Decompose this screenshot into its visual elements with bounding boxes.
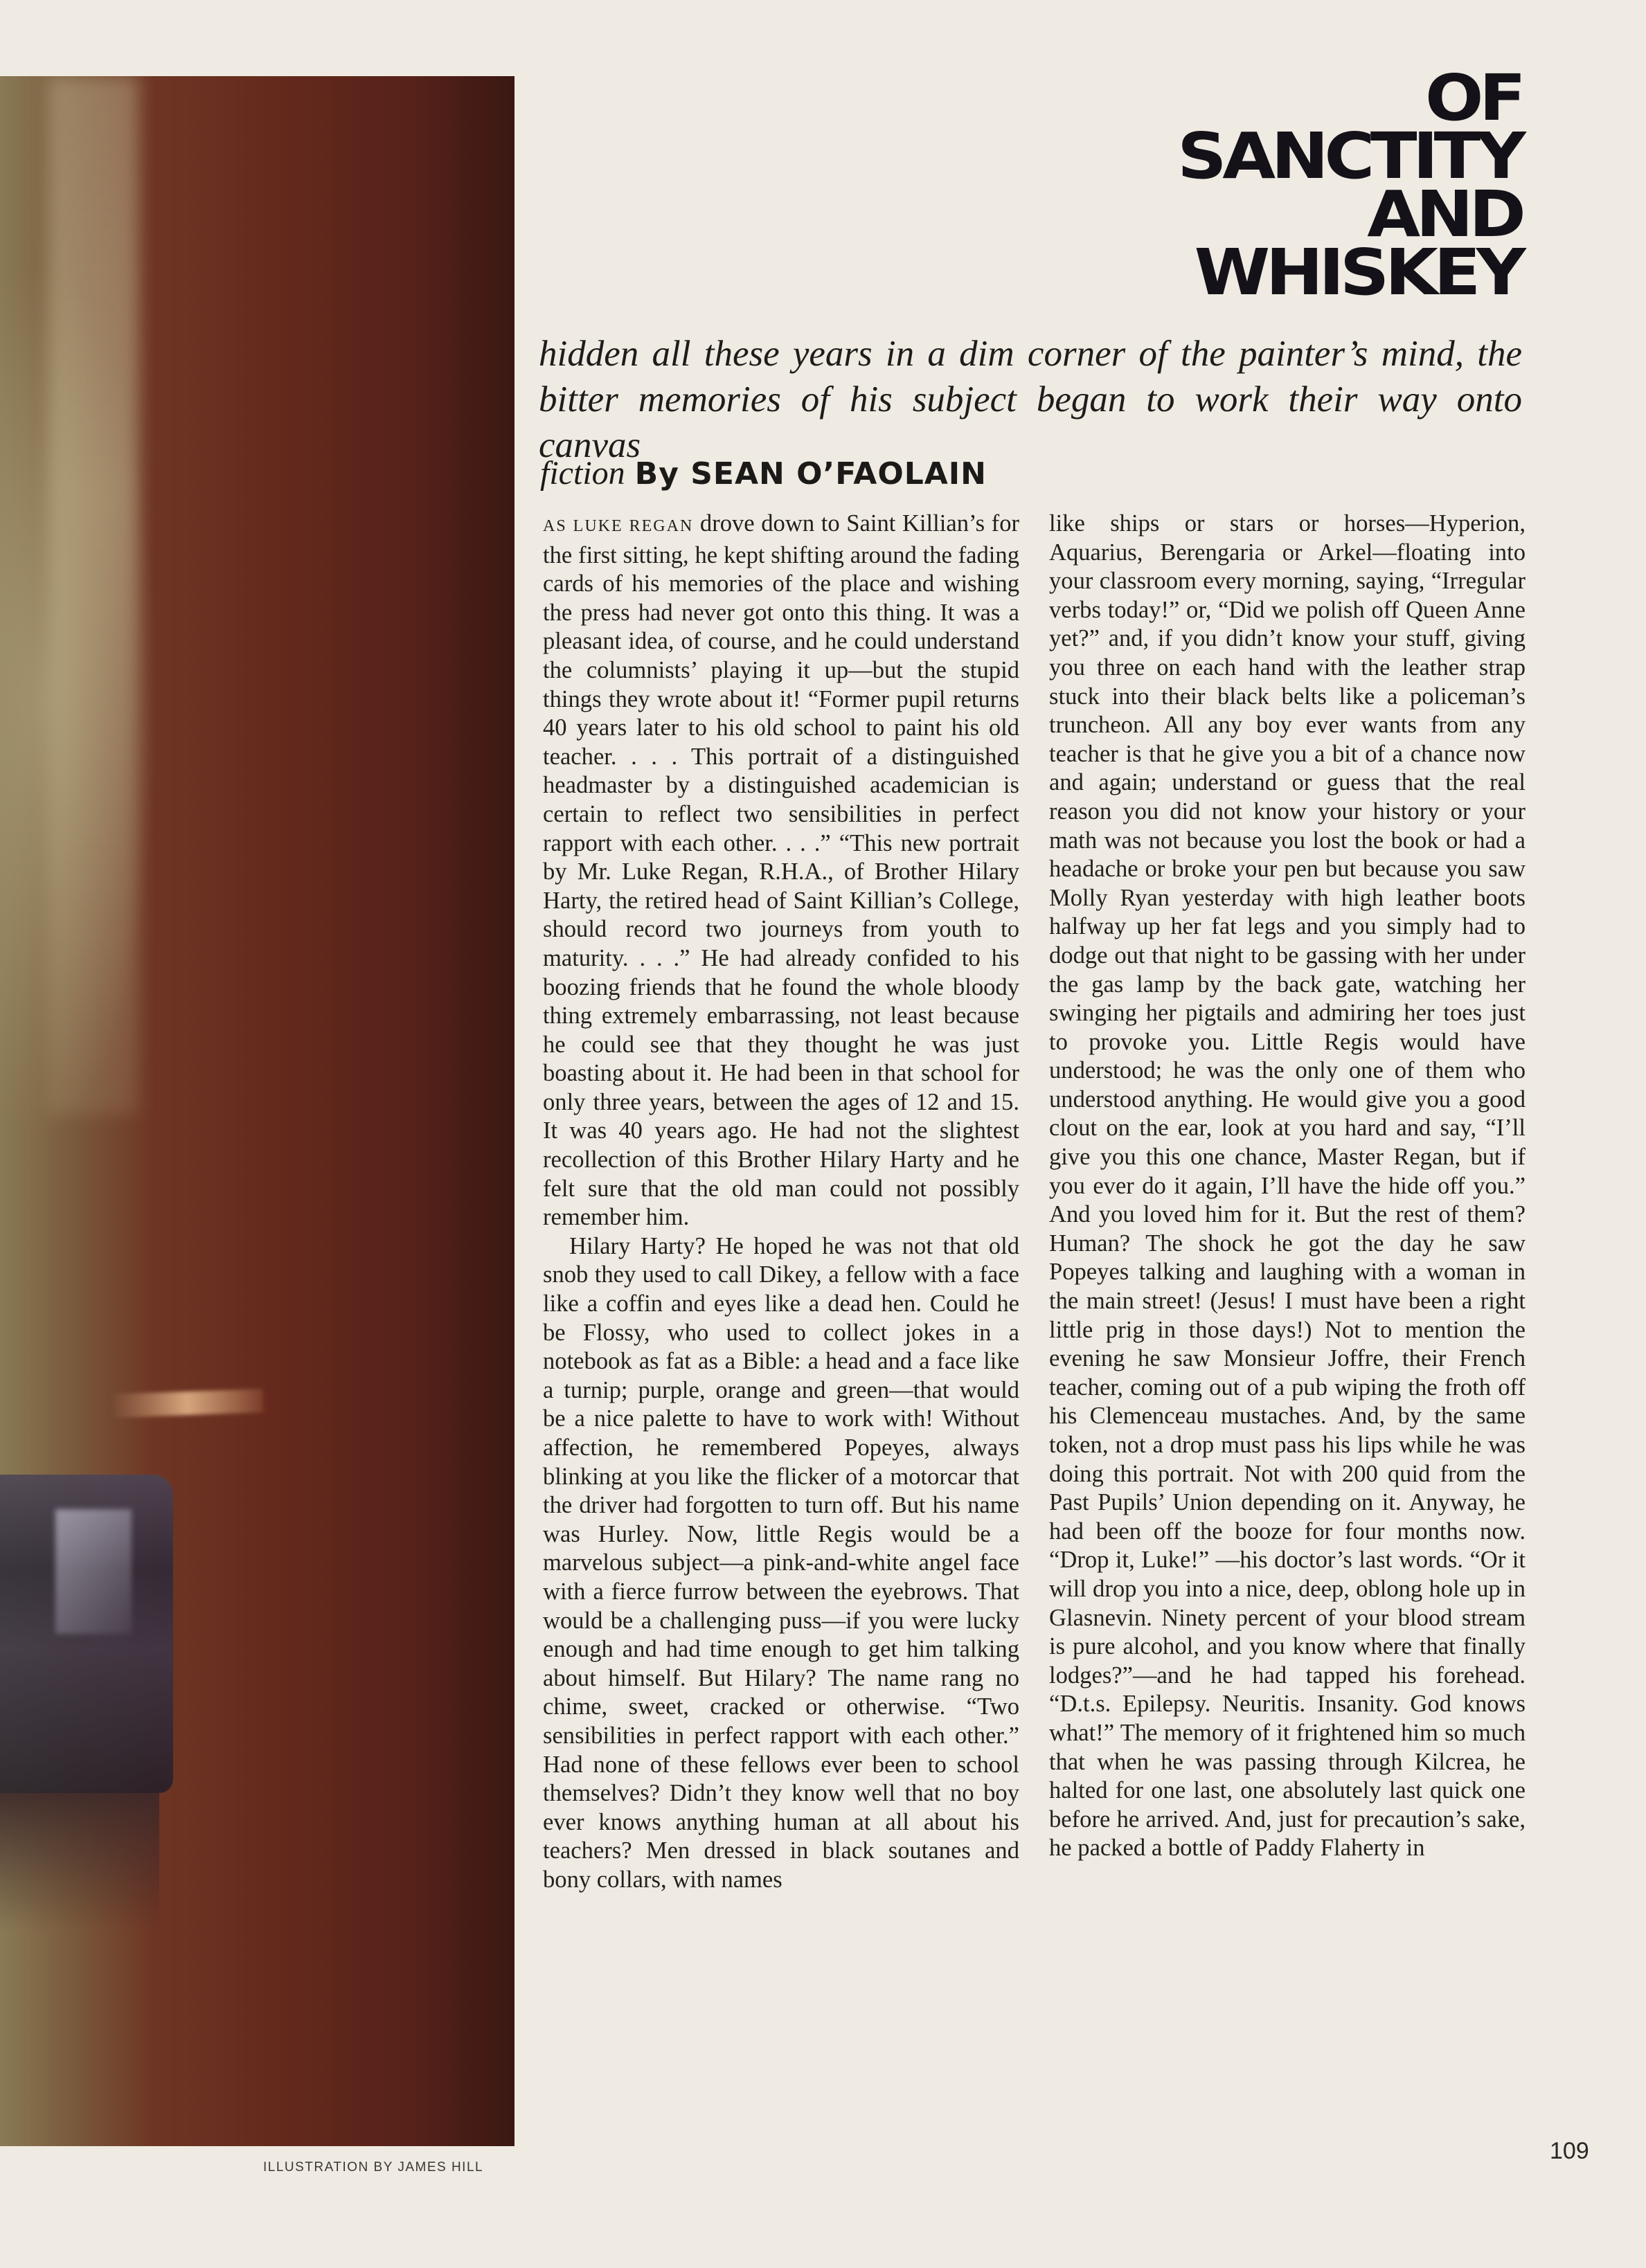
illustration-credit: ILLUSTRATION BY JAMES HILL bbox=[263, 2160, 484, 2175]
byline-label: fiction bbox=[540, 455, 625, 492]
article-subtitle: hidden all these years in a dim corner of the painter’s mind, the bitter memories of his subject began to work their way onto canvas bbox=[539, 334, 1522, 465]
text-column-2 bbox=[1049, 510, 1526, 1863]
paragraph-1-text: drove down to Saint Killian’s for the first sitting, he kept shifting around the fading cards of his memories of the place and wishing the press had never got onto this thing. It was a pleasant idea, of course, and he could understand the columnists’ playing it up—but the stupid things they wrote about it! “Former pupil returns 40 years later to his old school to paint his old teacher. . . . This portrait of a distinguished headmaster by a distinguished academician is certain to reflect two sensibilities in perfect rapport with each other. . . .” “This new portrait by Mr. Luke Regan, R.H.A., of Brother Hilary Harty, the retired head of Saint Killian’s College, should record two journeys from youth to maturity. . . .” He had already confided to his boozing friends that he found the whole bloody thing extremely embarrassing, not least because he could see that they thought he was just boasting about it. He had been in that school for only three years, between the ages of 12 and 15. It was 40 years ago. He had not the slightest recollection of this Brother Hilary Harty and he felt sure that the old man could not possibly remember him. bbox=[543, 510, 1019, 1231]
lead-in: AS LUKE REGAN bbox=[543, 517, 694, 535]
title-line-4: WHISKEY bbox=[1194, 235, 1521, 309]
paragraph-2: Hilary Harty? He hoped he was not that old snob they used to call Dikey, a fellow with a face like a coffin and eyes like a dead hen. Could he be Flossy, who used to collect jokes in a notebook as fat as a Bible: a head and a face like a turnip; purple, orange and green—that would be a nice palette to have to work with! Without affection, he remembered Popeyes, always blinking at you like the flicker of a motorcar that the driver had forgotten to turn off. But his name was Hurley. Now, little Regis would be a marvelous subject—a pink-and-white angel face with a fierce furrow between the eyebrows. That would be a challenging puss—if you were lucky enough and had time enough to get him talking about himself. But Hilary? The name rang no chime, sweet, cracked or otherwise. “Two sensibilities in perfect rapport with each other.” Had none of these fellows ever been to school themselves? Didn’t they know well that no boy ever knows anything human at all about his teachers? Men dressed in black soutanes and bony collars, with names bbox=[543, 1232, 1019, 1893]
illustration-painting bbox=[0, 76, 515, 2146]
byline bbox=[540, 454, 987, 492]
paragraph-3: like ships or stars or horses—Hyperion, Aquarius, Berengaria or Arkel—floating into your classroom every morning, saying, “Irregular verbs today!” or, “Did we polish off Queen Anne yet?” and, if you didn’t know your stuff, giving you three on each hand with the leather strap stuck into their black belts like a policeman’s truncheon. All any boy ever wants from any teacher is that he give you a bit of a chance now and again; understand or guess that the real reason you did not know your history or your math was not because you lost the book or had a headache or broke your pen but because you saw Molly Ryan yesterday with high leather boots halfway up her fat legs and you simply had to dodge out that night to be gassing with her under the gas lamp by the back gate, watching her swinging her pigtails and admiring her toes just to provoke you. Little Regis would have understood; he was the only one of them who understood anything. He would give you a good clout on the ear, look at you hard and say, “I’ll give you this one chance, Master Regan, but if you ever do it again, I’ll have the hide off you.” And you loved him for it. But the rest of them? Human? The shock he got the day he saw Popeyes talking and laughing with a woman in the main street! (Jesus! I must have been a right little prig in those days!) Not to mention the evening he saw Monsieur Joffre, their French teacher, coming out of a pub wiping the froth off his Clemenceau mustaches. And, by the same token, not a drop must pass his lips while he was doing this portrait. Not with 200 quid from the Past Pupils’ Union depending on it. Anyway, he had been off the booze for four months now. “Drop it, Luke!” —his doctor’s last words. “Or it will drop you into a nice, deep, oblong hole up in Glasnevin. Ninety percent of your blood stream is pure alcohol, and you know where that finally lodges?”—and he had tapped his forehead. “D.t.s. Epilepsy. Neuritis. Insanity. God knows what!” The memory of it frightened him so much that when he was passing through Kilcrea, he halted for one last, one absolutely last quick one before he arrived. And, just for precaution’s sake, he packed a bottle of Paddy Flaherty in bbox=[1049, 510, 1526, 1862]
page-number: 109 bbox=[1550, 2138, 1589, 2164]
illustration-lower-shadow bbox=[0, 1793, 159, 1932]
title-line-1: OF bbox=[1424, 61, 1521, 135]
illustration-streak bbox=[110, 1389, 263, 1418]
illustration-object-highlight bbox=[55, 1509, 132, 1634]
article-title bbox=[1177, 61, 1521, 309]
byline-author: By SEAN O’FAOLAIN bbox=[634, 456, 987, 492]
text-column-1 bbox=[543, 510, 1019, 1895]
title-line-3: AND bbox=[1366, 177, 1521, 251]
title-line-2: SANCTITY bbox=[1177, 119, 1521, 193]
illustration-light-shape bbox=[48, 76, 138, 1115]
paragraph-1 bbox=[543, 510, 1019, 1232]
